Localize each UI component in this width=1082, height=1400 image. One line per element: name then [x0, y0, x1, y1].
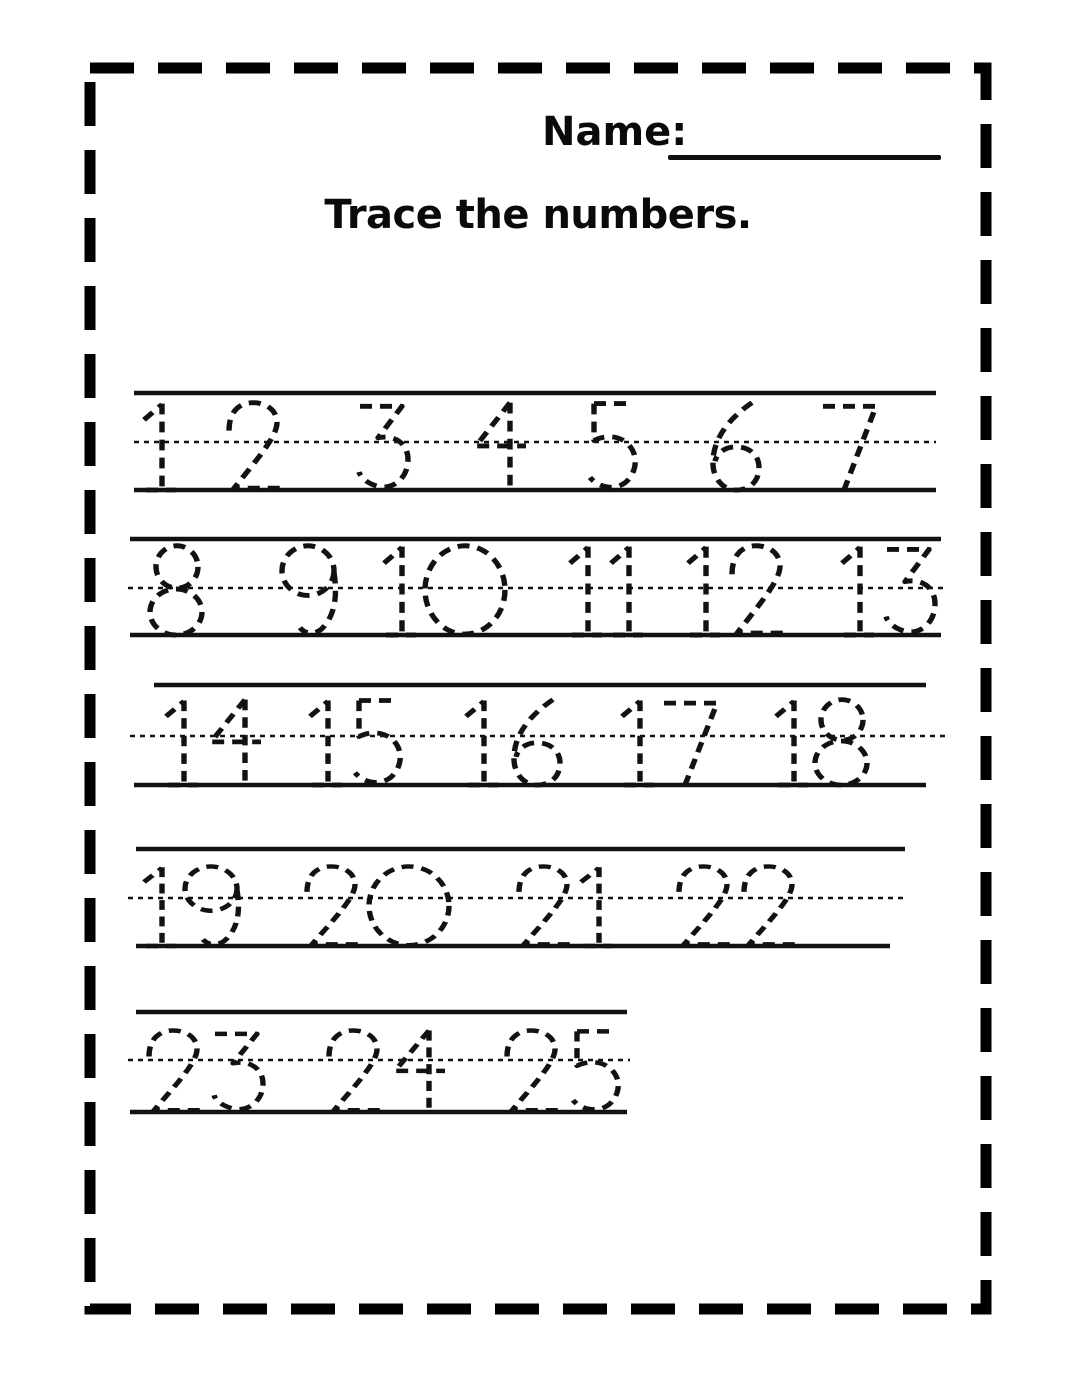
digit-1-glyph	[570, 547, 602, 635]
digit-3-glyph	[214, 1034, 263, 1109]
dashed-page-border	[90, 68, 986, 1309]
trace-number-5	[590, 404, 635, 488]
trace-number-13	[842, 547, 935, 635]
digit-2-glyph	[329, 1031, 382, 1111]
digit-9-glyph	[282, 546, 335, 633]
trace-number-22	[679, 866, 797, 944]
trace-number-12	[688, 546, 785, 635]
digit-5-glyph	[573, 1031, 618, 1109]
digit-2-glyph	[229, 403, 282, 489]
digit-2-glyph	[507, 1031, 560, 1111]
trace-row-1	[134, 393, 936, 490]
digit-8-glyph	[815, 700, 867, 785]
trace-number-14	[166, 700, 261, 785]
digit-1-glyph	[310, 701, 342, 785]
trace-row-4	[128, 849, 908, 946]
digit-1-glyph	[144, 404, 176, 490]
trace-number-15	[310, 701, 400, 785]
trace-number-20	[307, 866, 449, 945]
digit-1-glyph	[622, 701, 654, 785]
trace-number-23	[149, 1031, 263, 1111]
digit-1-glyph	[166, 701, 198, 785]
trace-number-21	[519, 866, 613, 946]
digit-7-glyph	[664, 703, 717, 785]
trace-number-24	[329, 1031, 445, 1112]
instruction-title: Trace the numbers.	[324, 192, 752, 238]
trace-number-8	[150, 546, 202, 635]
trace-number-16	[466, 700, 560, 785]
digit-2-glyph	[149, 1031, 202, 1111]
trace-number-7	[823, 406, 876, 490]
trace-row-3	[130, 685, 948, 785]
digit-1-glyph	[144, 867, 176, 946]
digit-2-glyph	[744, 866, 797, 944]
trace-row-2	[128, 539, 944, 635]
digit-1-glyph	[776, 701, 808, 785]
digit-6-glyph	[713, 403, 759, 490]
trace-number-1	[144, 404, 176, 490]
trace-row-5	[128, 1012, 630, 1112]
trace-number-4	[476, 403, 526, 490]
digit-2-glyph	[732, 546, 785, 633]
digit-1-glyph	[842, 547, 874, 635]
digit-0-glyph	[425, 546, 505, 634]
digit-5-glyph	[590, 404, 635, 488]
digit-1-glyph	[581, 867, 613, 946]
trace-number-9	[282, 546, 335, 633]
digit-8-glyph	[150, 546, 202, 635]
digit-5-glyph	[355, 701, 400, 783]
trace-number-3	[359, 406, 408, 487]
digit-1-glyph	[384, 547, 416, 635]
trace-number-25	[507, 1031, 618, 1111]
digit-1-glyph	[611, 547, 643, 635]
digit-1-glyph	[688, 547, 720, 635]
digit-7-glyph	[823, 406, 876, 490]
trace-number-10	[384, 546, 505, 635]
trace-number-17	[622, 701, 717, 785]
digit-2-glyph	[679, 866, 732, 944]
digit-6-glyph	[514, 700, 560, 785]
trace-number-11	[570, 547, 643, 635]
trace-number-2	[229, 403, 282, 489]
digit-4-glyph	[476, 403, 526, 490]
digit-2-glyph	[307, 866, 360, 944]
trace-number-19	[144, 866, 238, 946]
trace-number-18	[776, 700, 867, 785]
digit-0-glyph	[369, 866, 449, 945]
digit-1-glyph	[466, 701, 498, 785]
digit-3-glyph	[359, 406, 408, 487]
digit-4-glyph	[395, 1031, 445, 1112]
digit-4-glyph	[211, 700, 261, 785]
trace-number-6	[713, 403, 759, 490]
digit-2-glyph	[519, 866, 572, 944]
name-blank-line	[668, 155, 941, 160]
name-label: Name:	[542, 109, 688, 155]
digit-9-glyph	[185, 866, 238, 944]
digit-3-glyph	[886, 549, 935, 632]
